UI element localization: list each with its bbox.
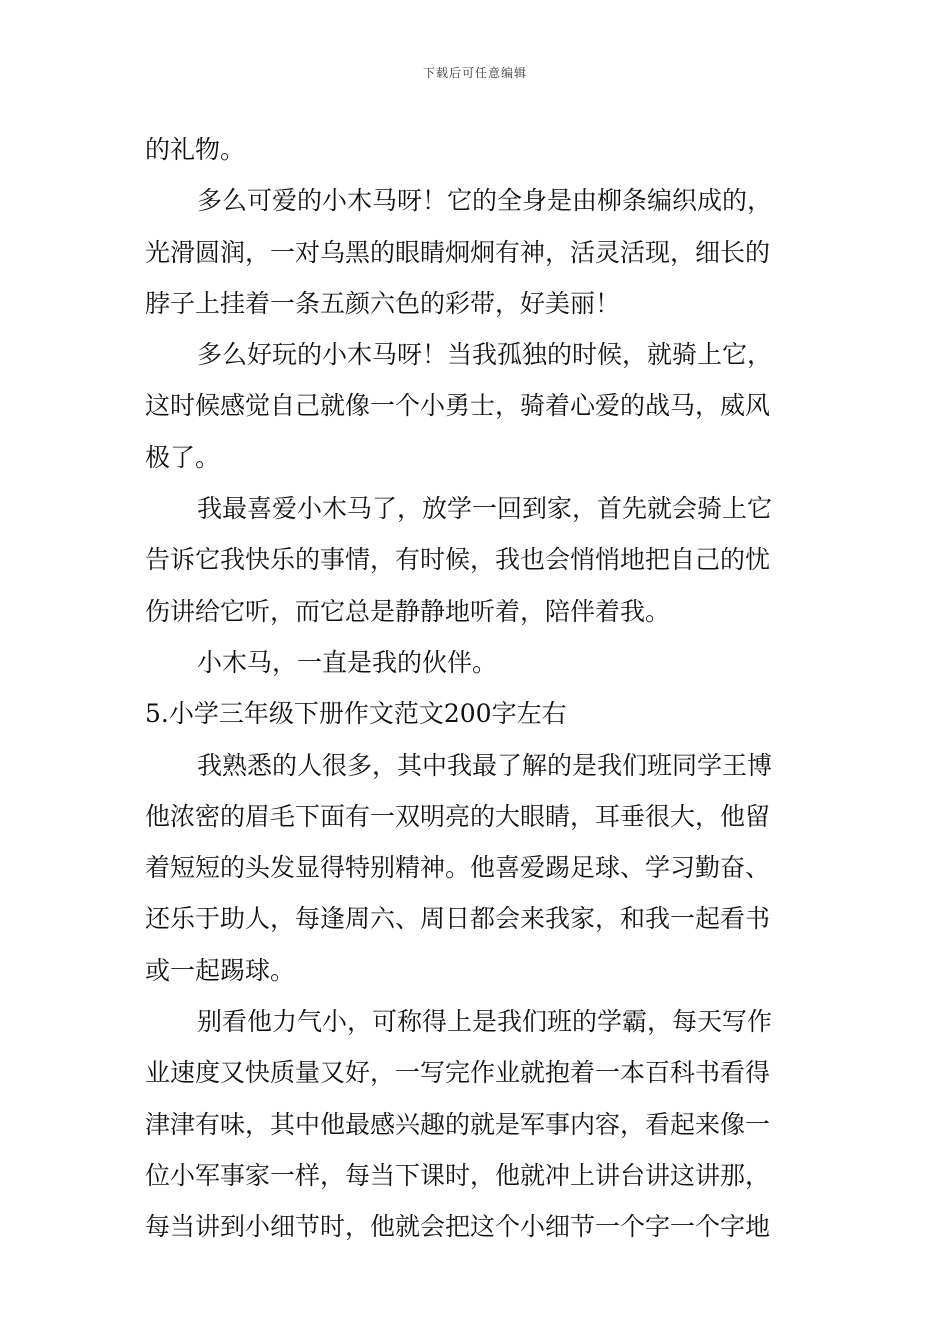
- text-line: 脖子上挂着一条五颜六色的彩带，好美丽！: [145, 288, 621, 318]
- text-line: 光滑圆润，一对乌黑的眼睛炯炯有神，活灵活现，细长的: [145, 237, 771, 267]
- text-line: 位小军事家一样，每当下课时，他就冲上讲台讲这讲那，: [145, 1160, 771, 1190]
- text-line: 多么好玩的小木马呀！当我孤独的时候，就骑上它，: [197, 340, 773, 370]
- section-heading: 5.小学三年级下册作文范文200字左右: [145, 699, 567, 729]
- text-line: 还乐于助人，每逢周六、周日都会来我家，和我一起看书: [145, 904, 771, 934]
- text-line: 这时候感觉自己就像一个小勇士，骑着心爱的战马，威风: [145, 391, 771, 421]
- text-line: 我最喜爱小木马了，放学一回到家，首先就会骑上它: [197, 494, 773, 524]
- text-line: 的礼物。: [145, 135, 246, 164]
- text-line: 津津有味，其中他最感兴趣的就是军事内容，看起来像一: [145, 1109, 771, 1139]
- text-line: 我熟悉的人很多，其中我最了解的是我们班同学王博: [197, 750, 773, 780]
- text-line: 告诉它我快乐的事情，有时候，我也会悄悄地把自己的忧: [145, 545, 771, 575]
- text-line: 每当讲到小细节时，他就会把这个小细节一个字一个字地: [145, 1212, 771, 1242]
- text-line: 着短短的头发显得特别精神。他喜爱踢足球、学习勤奋、: [145, 853, 771, 883]
- text-line: 多么可爱的小木马呀！它的全身是由柳条编织成的，: [197, 186, 773, 216]
- text-line: 业速度又快质量又好，一写完作业就抱着一本百科书看得: [145, 1058, 771, 1088]
- text-line: 极了。: [145, 442, 221, 472]
- text-line: 伤讲给它听，而它总是静静地听着，陪伴着我。: [145, 596, 671, 626]
- text-line: 别看他力气小，可称得上是我们班的学霸，每天写作: [197, 1007, 773, 1037]
- text-line: 小木马，一直是我的伙伴。: [197, 647, 498, 677]
- page-header: 下载后可任意编辑: [422, 66, 527, 80]
- text-line: 他浓密的眉毛下面有一双明亮的大眼睛，耳垂很大，他留: [145, 801, 771, 831]
- text-line: 或一起踢球。: [145, 955, 296, 985]
- document-body: [145, 124, 810, 1253]
